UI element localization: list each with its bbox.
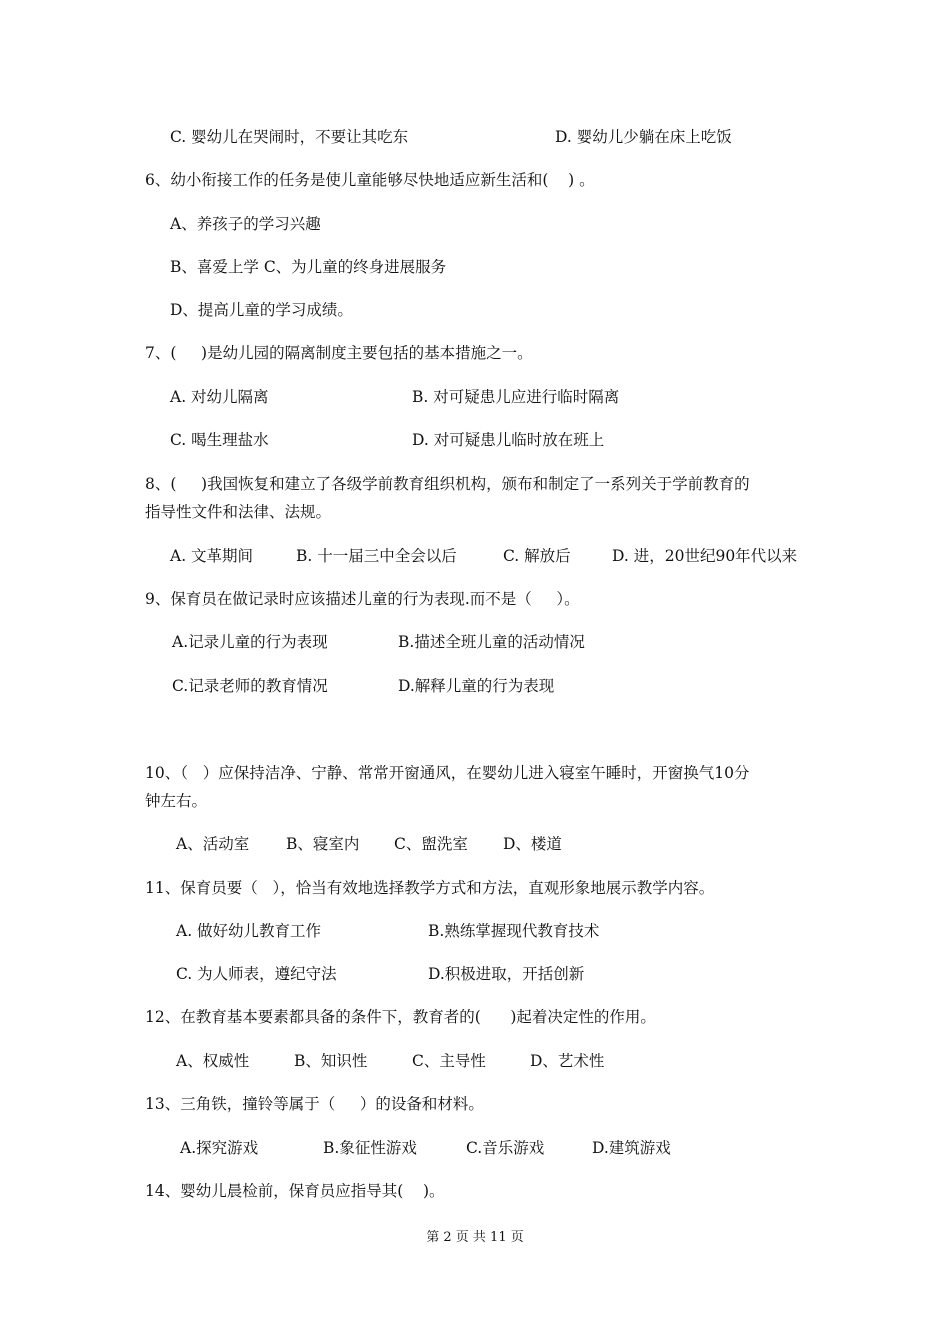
q13-option-b: B.象征性游戏 <box>323 1139 417 1157</box>
q13-option-d: D.建筑游戏 <box>592 1139 671 1157</box>
q12-option-a: A、权威性 <box>176 1052 250 1070</box>
q8-option-a: A. 文革期间 <box>170 547 254 565</box>
q7-option-c: C. 喝生理盐水 <box>170 431 269 449</box>
q10-option-a: A、活动室 <box>176 835 250 853</box>
q6-stem: 6、幼小衔接工作的任务是使儿童能够尽快地适应新生活和( ) 。 <box>145 171 595 189</box>
q11-option-b: B.熟练掌握现代教育技术 <box>428 922 600 940</box>
q11-option-c: C. 为人师表，遵纪守法 <box>176 965 337 983</box>
q8-stem-line2: 指导性文件和法律、法规。 <box>145 503 332 521</box>
q10-stem-line2: 钟左右。 <box>145 792 208 810</box>
q6-option-bc: B、喜爱上学 C、为儿童的终身进展服务 <box>170 258 447 276</box>
q10-option-b: B、寝室内 <box>286 835 360 853</box>
q6-option-a: A、养孩子的学习兴趣 <box>170 215 321 233</box>
q12-option-c: C、主导性 <box>412 1052 486 1070</box>
q7-option-a: A. 对幼儿隔离 <box>170 388 269 406</box>
page-number-footer: 第 2 页 共 11 页 <box>426 1230 524 1245</box>
q13-option-a: A.探究游戏 <box>180 1139 259 1157</box>
q6-option-d: D、提高儿童的学习成绩。 <box>170 301 353 319</box>
q10-option-d: D、楼道 <box>503 835 562 853</box>
q7-option-b: B. 对可疑患儿应进行临时隔离 <box>412 388 620 406</box>
q11-option-d: D.积极进取，开括创新 <box>428 965 585 983</box>
q11-option-a: A. 做好幼儿教育工作 <box>176 922 322 940</box>
q9-stem: 9、保育员在做记录时应该描述儿童的行为表现.而不是（ ）。 <box>145 590 580 608</box>
q8-stem-line1: 8、( )我国恢复和建立了各级学前教育组织机构，颁布和制定了一系列关于学前教育的 <box>145 475 750 493</box>
q10-stem-line1: 10、（ ）应保持洁净、宁静、常常开窗通风，在婴幼儿进入寝室午睡时，开窗换气10分 <box>145 764 750 782</box>
q8-option-b: B. 十一届三中全会以后 <box>296 547 457 565</box>
q9-option-a: A.记录儿童的行为表现 <box>172 633 328 651</box>
q8-option-d: D. 进，20世纪90年代以来 <box>612 547 798 565</box>
q13-option-c: C.音乐游戏 <box>466 1139 545 1157</box>
q12-stem: 12、在教育基本要素都具备的条件下，教育者的( )起着决定性的作用。 <box>145 1008 656 1026</box>
q7-stem: 7、( )是幼儿园的隔离制度主要包括的基本措施之一。 <box>145 344 533 362</box>
q12-option-b: B、知识性 <box>294 1052 368 1070</box>
q10-option-c: C、盥洗室 <box>394 835 468 853</box>
q14-stem: 14、婴幼儿晨检前，保育员应指导其( )。 <box>145 1182 445 1200</box>
q5-option-d: D. 婴幼儿少躺在床上吃饭 <box>555 128 732 146</box>
q11-stem: 11、保育员要（ ），恰当有效地选择教学方式和方法，直观形象地展示教学内容。 <box>145 879 715 897</box>
q5-option-c: C. 婴幼儿在哭闹时，不要让其吃东 <box>170 128 409 146</box>
q9-option-b: B.描述全班儿童的活动情况 <box>398 633 585 651</box>
q13-stem: 13、三角铁，撞铃等属于（ ）的设备和材料。 <box>145 1095 484 1113</box>
q9-option-d: D.解释儿童的行为表现 <box>398 677 555 695</box>
q7-option-d: D. 对可疑患儿临时放在班上 <box>412 431 605 449</box>
q9-option-c: C.记录老师的教育情况 <box>172 677 328 695</box>
q12-option-d: D、艺术性 <box>530 1052 605 1070</box>
q8-option-c: C. 解放后 <box>503 547 571 565</box>
